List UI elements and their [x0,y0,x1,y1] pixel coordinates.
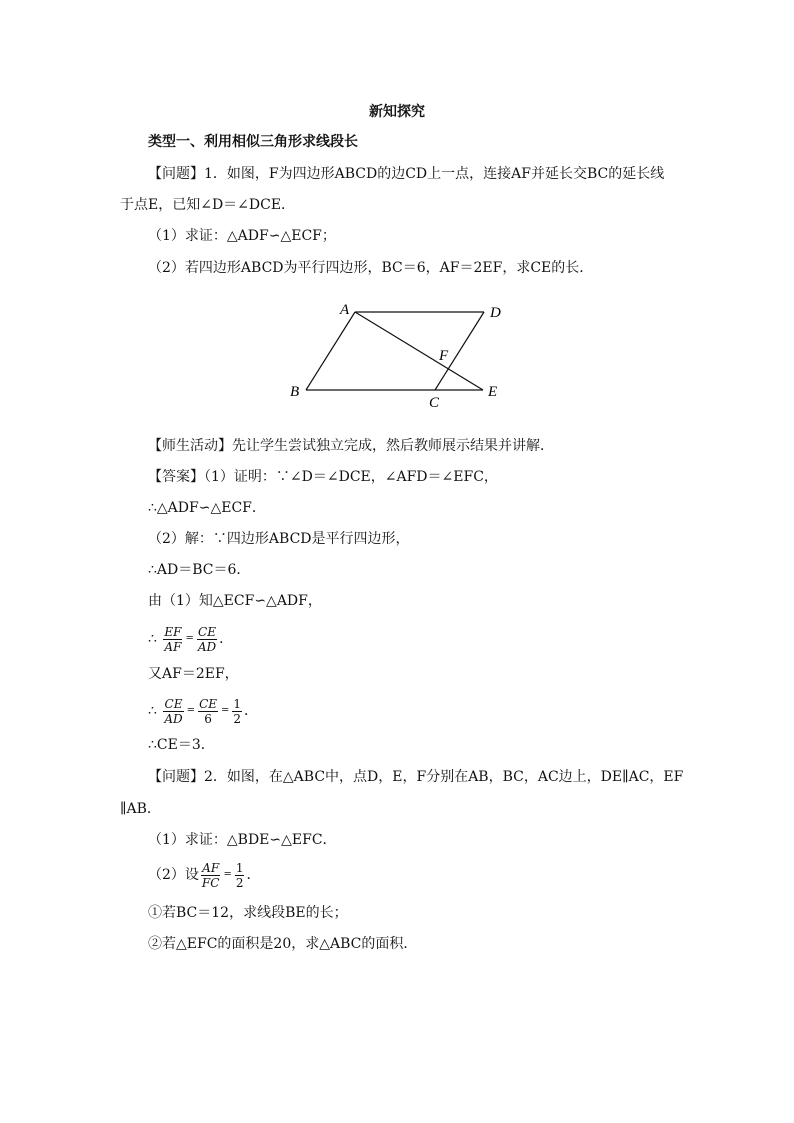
fraction-denominator: 2 [233,711,242,726]
fraction-af-fc [201,861,221,890]
q2-sub2-prefix: （2）设 [148,867,199,883]
label-D: D [490,305,501,321]
q2-line1: 【问题】2．如图，在△ABC中，点D，E，F分别在AB，BC，AC边上，DE∥AC，EF [148,769,684,785]
q2-item1: ①若BC＝12，求线段BE的长； [148,905,348,921]
q1-line1: 【问题】1．如图，F为四边形ABCD的边CD上一点，连接AF并延长交BC的延长线 [148,166,665,182]
fraction-ce-6 [198,697,218,726]
therefore-symbol: ∴ [148,703,157,719]
q2-line2: ∥AB． [120,801,161,817]
segment-AB [306,312,355,390]
answer-line7: 又AF＝2EF， [148,666,239,682]
geometry-figure [280,296,520,412]
answer-line9: ∴CE＝3． [148,737,215,753]
label-F: F [439,348,449,364]
answer-line2: ∴△ADF∽△ECF． [148,500,266,516]
fraction-one-half [235,861,245,890]
label-E: E [488,384,498,400]
fraction-numerator: CE [198,624,216,639]
answer-line3: （2）解：∵四边形ABCD是平行四边形， [148,531,410,547]
label-A: A [340,302,350,318]
fraction-denominator: AD [197,639,217,654]
answer-fraction-line2 [148,692,258,730]
equals-sign: = [186,705,196,716]
fraction-numerator: CE [199,696,218,711]
fraction-numerator: 1 [235,860,244,875]
fraction-numerator: AF [202,860,220,875]
q1-sub1: （1）求证：△ADF∽△ECF； [148,228,336,244]
q1-line2: 于点E，已知∠D＝∠DCE． [120,197,296,213]
equals-sign: = [223,869,232,880]
q2-item2: ②若△EFC的面积是20，求△ABC的面积． [148,936,418,952]
fraction-numerator: 1 [233,696,242,711]
therefore-symbol: ∴ [148,631,157,647]
fraction-numerator: CE [164,696,183,711]
label-B: B [290,384,300,400]
fraction-denominator: AF [164,639,182,654]
period: ． [246,867,261,883]
page-title: 新知探究 [369,104,425,120]
fraction-denominator: 2 [235,875,244,890]
label-C: C [429,395,440,411]
q2-sub2 [148,856,260,894]
section-heading: 类型一、利用相似三角形求线段长 [148,134,358,150]
period: ． [219,631,234,647]
fraction-ce-ad [163,697,183,726]
q2-sub1: （1）求证：△BDE∽△EFC． [148,832,337,848]
equals-sign: = [185,633,194,644]
fraction-numerator: EF [164,624,182,639]
fraction-denominator: AD [164,711,183,726]
fraction-denominator: FC [201,875,220,890]
answer-fraction-line1 [148,620,233,658]
segment-AE [355,312,483,390]
activity-line: 【师生活动】先让学生尝试独立完成，然后教师展示结果并讲解． [148,438,554,454]
fraction-ce-ad [197,625,217,654]
fraction-ef-af [163,625,182,654]
answer-line4: ∴AD＝BC＝6． [148,562,251,578]
answer-line1: 【答案】（1）证明：∵∠D＝∠DCE，∠AFD＝∠EFC， [148,469,498,485]
equals-sign: = [221,705,230,716]
fraction-denominator: 6 [204,711,212,726]
q1-sub2: （2）若四边形ABCD为平行四边形，BC＝6，AF＝2EF，求CE的长． [148,260,594,276]
answer-line5: 由（1）知△ECF∽△ADF， [148,593,322,609]
period: ． [244,703,259,719]
fraction-one-half [232,697,242,726]
